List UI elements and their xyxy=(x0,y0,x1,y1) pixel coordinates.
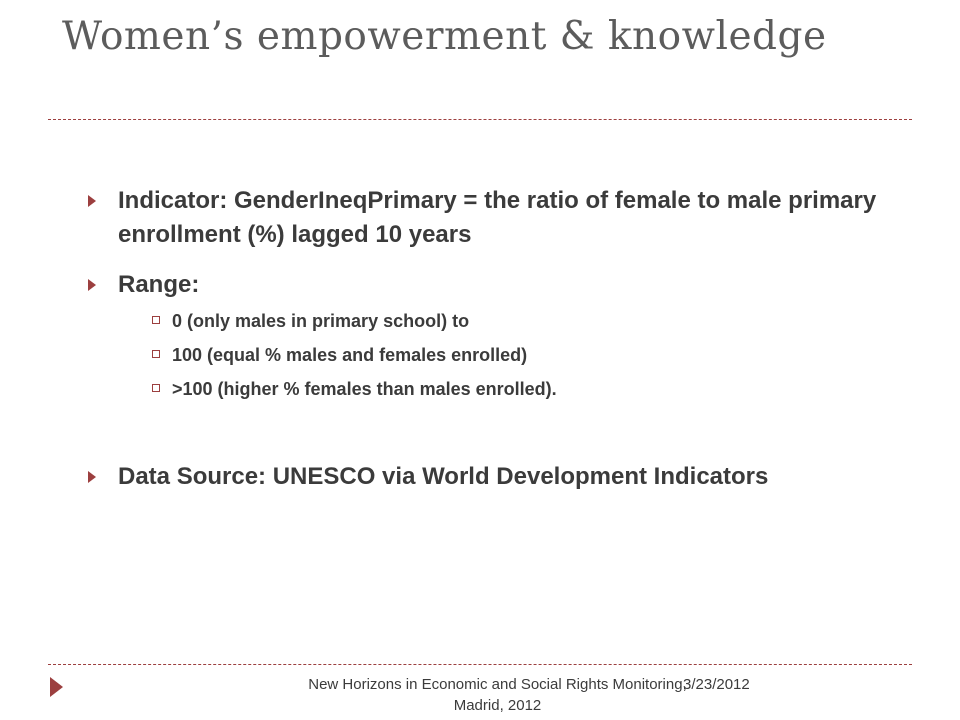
title-divider xyxy=(48,119,912,120)
bullet-data-source xyxy=(88,460,908,494)
footer-date: 3/23/2012 xyxy=(683,676,750,693)
triangle-arrow-icon xyxy=(88,279,96,291)
hollow-square-icon xyxy=(152,316,160,324)
triangle-arrow-icon xyxy=(88,471,96,483)
range-item-2 xyxy=(152,377,912,401)
triangle-arrow-icon xyxy=(50,677,63,697)
range-item-0 xyxy=(152,309,912,333)
bullet-text: Data Source: UNESCO via World Development Indicators xyxy=(118,463,769,490)
slide-title: Women’s empowerment & knowledge xyxy=(62,14,827,59)
range-item-text: >100 (higher % females than males enrolled). xyxy=(172,379,557,399)
bullet-indicator xyxy=(88,184,908,252)
range-item-text: 0 (only males in primary school) to xyxy=(172,311,470,331)
footer-source: New Horizons in Economic and Social Rights Monitoring, Madrid, 2012 xyxy=(308,676,687,714)
bullet-range xyxy=(88,268,908,302)
range-item-text: 100 (equal % males and females enrolled) xyxy=(172,345,528,365)
footer-divider xyxy=(48,664,912,665)
bullet-text: Indicator: GenderIneqPrimary = the ratio of female to male primary enrollment (%) lagged 10 years xyxy=(118,187,877,248)
bullet-text: Range: xyxy=(118,271,200,298)
range-item-1 xyxy=(152,343,912,367)
hollow-square-icon xyxy=(152,384,160,392)
triangle-arrow-icon xyxy=(88,195,96,207)
hollow-square-icon xyxy=(152,350,160,358)
